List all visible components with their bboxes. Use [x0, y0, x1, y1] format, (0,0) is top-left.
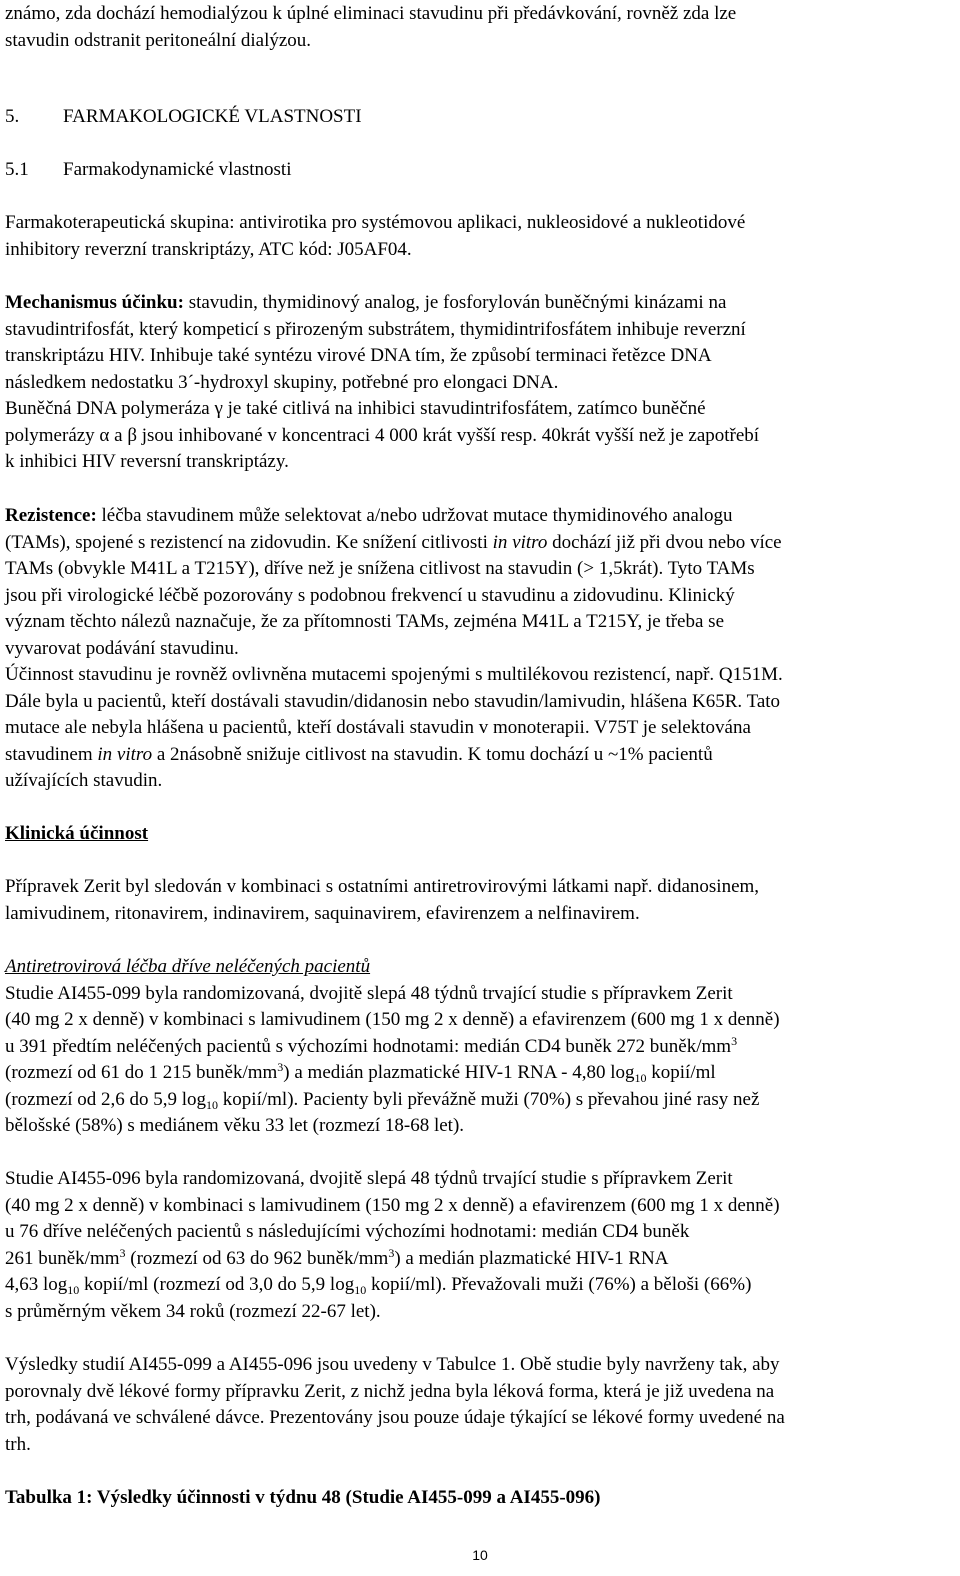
section-title: Farmakodynamické vlastnosti [63, 159, 292, 180]
text-line [5, 530, 955, 557]
text-line: Účinnost stavudinu je rovněž ovlivněna mutacemi spojenými s multilékovou rezistencí, např. Q151M. [5, 664, 783, 685]
text-span: dochází již při dvou nebo více [547, 531, 782, 553]
text-line: užívajících stavudin. [5, 770, 163, 791]
text-line: mutace ale nebyla hlášena u pacientů, kteří dostávali stavudin v monoterapii. V75T je selektována [5, 717, 751, 738]
text-line: význam těchto nálezů naznačuje, že za přítomnosti TAMs, zejména M41L a T215Y, je třeba se [5, 611, 725, 632]
text-line: Studie AI455-096 byla randomizovaná, dvojitě slepá 48 týdnů trvající studie s přípravkem Zerit [5, 1168, 733, 1189]
text-line: (40 mg 2 x denně) v kombinaci s lamivudinem (150 mg 2 x denně) a efavirenzem (600 mg 1 x denně) [5, 1194, 780, 1216]
text-line: (40 mg 2 x denně) v kombinaci s lamivudinem (150 mg 2 x denně) a efavirenzem (600 mg 1 x denně) [5, 1009, 780, 1030]
text-line: Výsledky studií AI455-099 a AI455-096 jsou uvedeny v Tabulce 1. Obě studie byly navrženy tak, aby [5, 1354, 780, 1375]
text-line [5, 742, 955, 769]
text-span: (TAMs), spojené s rezistencí na zidovudin. Ke snížení citlivosti [5, 531, 493, 553]
resistance-paragraph [5, 503, 955, 795]
text-span: kopií/ml (rozmezí od 3,0 do 5,9 log [79, 1274, 355, 1295]
section-heading-5-1 [5, 157, 291, 184]
text-span: kopií/ml). Pacienty byli převážně muži (70%) s převahou jiné rasy než [218, 1088, 760, 1110]
text-span: (rozmezí od 63 do 962 buněk/mm [125, 1247, 389, 1269]
table-caption: Tabulka 1: Výsledky účinnosti v týdnu 48 (Studie AI455-099 a AI455-096) [5, 1487, 601, 1508]
text-span: ) a medián plazmatické HIV-1 RNA - 4,80 log [283, 1062, 635, 1083]
clinical-paragraph [5, 874, 955, 927]
subscript: 10 [67, 1283, 80, 1297]
section-heading-5 [5, 104, 362, 131]
text-line [5, 503, 955, 530]
text-span: kopií/ml [646, 1062, 716, 1083]
subscript: 10 [354, 1283, 367, 1297]
clinical-efficacy-heading: Klinická účinnost [5, 823, 149, 844]
section-number: 5.1 [5, 159, 29, 180]
text-line: Farmakoterapeutická skupina: antivirotika pro systémovou aplikaci, nukleosidové a nukleotidové [5, 212, 746, 233]
text-span: stavudin, thymidinový analog, je fosforylován buněčnými kinázami na [183, 292, 727, 313]
text-line [5, 290, 955, 317]
pharmacotherapeutic-group-paragraph [5, 210, 955, 263]
text-line: vyvarovat podávání stavudinu. [5, 637, 239, 659]
mechanism-paragraph [5, 290, 955, 476]
subscript: 10 [206, 1097, 219, 1112]
text-line: inhibitory reverzní transkriptázy, ATC kód: J05AF04. [5, 238, 412, 260]
text-line: trh, podávaná ve schválené dávce. Prezentovány jsou pouze údaje týkající se lékové formy uvedené na [5, 1407, 785, 1428]
text-span: 4,63 log [5, 1274, 68, 1295]
subscript: 10 [634, 1071, 647, 1085]
text-line: TAMs (obvykle M41L a T215Y), dříve než je snížena citlivost na stavudin (> 1,5krát). Tyto TAMs [5, 558, 755, 579]
study-099-paragraph [5, 954, 955, 1140]
text-span: stavudinem [5, 743, 98, 765]
text-line: porovnaly dvě lékové formy přípravku Zerit, z nichž jedna byla léková forma, která je již uvedena na [5, 1380, 775, 1402]
intro-paragraph [5, 1, 955, 54]
text-span: (rozmezí od 61 do 1 215 buněk/mm [5, 1062, 278, 1083]
superscript: 3 [119, 1245, 126, 1260]
text-line: známo, zda dochází hemodialýzou k úplné eliminaci stavudinu při předávkování, rovněž zda lze [5, 3, 737, 24]
text-span: u 391 předtím neléčených pacientů s výchozími hodnotami: medián CD4 buněk 272 buněk/mm [5, 1035, 732, 1057]
text-line [5, 1034, 955, 1061]
text-line: jsou při virologické léčbě pozorovány s podobnou frekvencí u stavudinu a zidovudinu. Klinický [5, 584, 735, 606]
text-line: trh. [5, 1433, 31, 1455]
text-line [5, 1246, 955, 1273]
text-line [5, 1272, 955, 1299]
text-line: u 76 dříve neléčených pacientů s následujícími výchozími hodnotami: medián CD4 buněk [5, 1221, 690, 1242]
text-line: k inhibici HIV reversní transkriptázy. [5, 451, 289, 472]
text-line: Dále byla u pacientů, kteří dostávali stavudin/didanosin nebo stavudin/lamivudin, hlášena K65R. Tato [5, 690, 781, 712]
text-span: (rozmezí od 2,6 do 5,9 log [5, 1088, 207, 1110]
text-line: Studie AI455-099 byla randomizovaná, dvojitě slepá 48 týdnů trvající studie s přípravkem Zerit [5, 982, 733, 1004]
superscript: 3 [731, 1033, 738, 1048]
text-line: polymerázy α a β jsou inhibované v koncentraci 4 000 krát vyšší resp. 40krát vyšší než je zapotřebí [5, 424, 760, 446]
text-span: a 2násobně snižuje citlivost na stavudin. K tomu dochází u ~1% pacientů [152, 743, 713, 765]
text-line: lamivudinem, ritonavirem, indinavirem, saquinavirem, efavirenzem a nelfinavirem. [5, 902, 640, 924]
text-line: s průměrným věkem 34 roků (rozmezí 22-67 let). [5, 1300, 381, 1322]
results-paragraph [5, 1352, 955, 1458]
text-line: následkem nedostatku 3´-hydroxyl skupiny, potřebné pro elongaci DNA. [5, 371, 559, 393]
mechanism-label: Mechanismus účinku: [5, 292, 184, 313]
text-span: kopií/ml). Převažovali muži (76%) a běloši (66%) [366, 1274, 752, 1295]
text-span: léčba stavudinem může selektovat a/nebo udržovat mutace thymidinového analogu [96, 505, 733, 526]
text-line: Přípravek Zerit byl sledován v kombinaci s ostatními antiretrovirovými látkami např. didanosinem, [5, 876, 760, 897]
text-span: 261 buněk/mm [5, 1247, 120, 1269]
text-line [5, 1087, 955, 1114]
superscript: 3 [388, 1245, 395, 1260]
section-title: FARMAKOLOGICKÉ VLASTNOSTI [63, 106, 362, 127]
italic-text: in vitro [97, 743, 153, 765]
section-number: 5. [5, 106, 20, 127]
text-line: stavudintrifosfát, který kompeticí s přirozeným substrátem, thymidintrifosfátem inhibuje reverzní [5, 318, 746, 340]
text-line: Buněčná DNA polymeráza γ je také citlivá na inhibici stavudintrifosfátem, zatímco buněčné [5, 398, 706, 419]
resistance-label: Rezistence: [5, 505, 97, 526]
naive-patients-heading: Antiretrovirová léčba dříve neléčených pacientů [5, 956, 371, 977]
text-line: transkriptázu HIV. Inhibuje také syntézu virové DNA tím, že způsobí terminaci řetězce DNA [5, 345, 712, 366]
text-line [5, 1060, 955, 1087]
text-line: bělošské (58%) s mediánem věku 33 let (rozmezí 18-68 let). [5, 1115, 465, 1136]
page-number: 10 [472, 1547, 488, 1563]
italic-text: in vitro [492, 531, 548, 553]
text-line: stavudin odstranit peritoneální dialýzou. [5, 29, 312, 51]
superscript: 3 [277, 1060, 284, 1074]
study-096-paragraph [5, 1166, 955, 1325]
text-span: ) a medián plazmatické HIV-1 RNA [394, 1247, 669, 1269]
